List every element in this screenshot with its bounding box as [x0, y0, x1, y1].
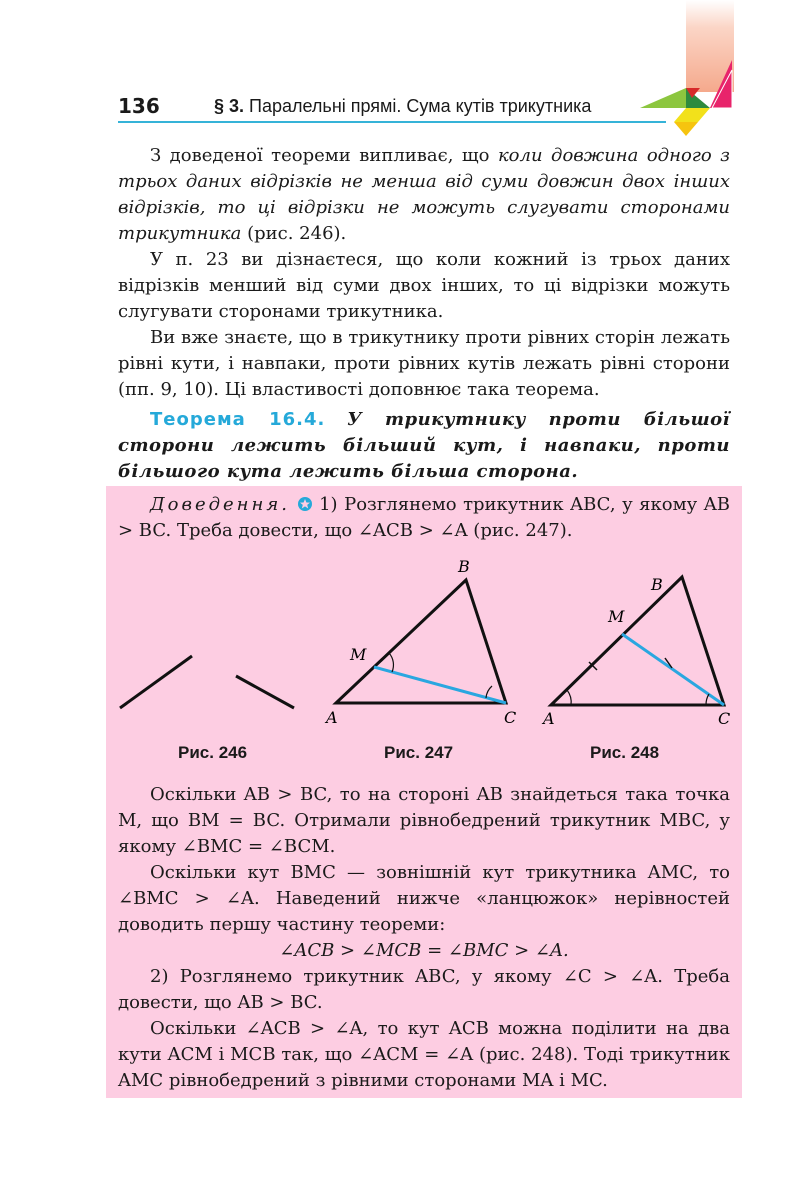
- fig248-label-a: A: [543, 709, 555, 728]
- fig248-angle-c: [706, 694, 709, 705]
- figure-246: [120, 656, 294, 708]
- proof-paragraph-c: Оскільки ∠ACB > ∠A, то кут ACB можна поділити на два кути ACM і MCB так, що ∠ACM = ∠A (рис. 248). Тоді трикутник AMC рівнобедрений з рівними сторонами MA і MC.: [118, 1018, 730, 1091]
- figures-area: [106, 550, 742, 770]
- caption-fig247: Рис. 247: [384, 743, 454, 762]
- intro-text: [118, 143, 730, 485]
- proof-paragraph-b: Оскільки кут BMC — зовнішній кут трикутника AMC, то ∠BMC > ∠A. Наведений нижче «ланцюжок» нерівностей доводить першу частину теореми:: [118, 862, 730, 935]
- running-head: [214, 96, 591, 117]
- fig246-segment-left: [120, 656, 192, 708]
- figure-247: [324, 557, 516, 727]
- proof-paragraph-a: Оскільки AB > BC, то на стороні AB знайдеться така точка M, що BM = BC. Отримали рівнобедрений трикутник MBC, у якому ∠BMC = ∠BCM.: [118, 784, 730, 857]
- theorem: [118, 407, 730, 485]
- fig247-angle-c: [486, 686, 492, 698]
- section-label: § 3.: [214, 96, 245, 116]
- p1-end: (рис. 246).: [241, 223, 347, 244]
- proof-part1-intro: [118, 492, 730, 544]
- proof-star-icon: [297, 496, 313, 512]
- fig246-segment-right: [236, 676, 294, 708]
- theorem-title: Теорема 16.4.: [150, 409, 326, 430]
- paragraph-3: Ви вже знаєте, що в трикутнику проти рівних сторін лежать рівні кути, і навпаки, проти рівних кутів лежать рівні сторони (пп. 9, 10). Ці властивості доповнює така теорема.: [118, 327, 730, 400]
- p1-italic: коли довжина одного з трьох даних відрізків не менша від суми довжин двох інших відрізків, то ці відрізки не можуть слугувати сторонами трикутника: [118, 145, 730, 244]
- paragraph-2: У п. 23 ви дізнаєтеся, що коли кожний із трьох даних відрізків менший від суми двох інших, то ці відрізки можуть слугувати сторонами трикутника.: [118, 249, 730, 322]
- fig248-angle-a: [567, 690, 571, 705]
- header-rule: [118, 121, 666, 123]
- figure-248: [541, 575, 730, 728]
- fig247-angle-m: [389, 653, 393, 672]
- fig247-label-b: B: [458, 557, 470, 576]
- caption-fig248: Рис. 248: [590, 743, 660, 762]
- page-number: 136: [118, 94, 160, 118]
- proof-body: [118, 782, 730, 1094]
- proof-part1-text: 1) Розглянемо трикутник ABC, у якому AB > BC. Треба довести, що ∠ACB > ∠A (рис. 247).: [118, 494, 730, 541]
- proof-intro: [118, 492, 730, 544]
- fig247-triangle: [336, 580, 506, 703]
- fig248-label-m: M: [608, 607, 625, 626]
- page-header: [118, 92, 648, 122]
- theorem-statement: У трикутнику проти більшої сторони лежить більший кут, і навпаки, проти більшого кута лежить більша сторона.: [118, 409, 730, 482]
- p1-start: З доведеної теореми випливає, що: [150, 145, 498, 166]
- inequality-chain: ∠ACB > ∠MCB = ∠BMC > ∠A.: [279, 940, 569, 961]
- section-title: Паралельні прямі. Сума кутів трикутника: [249, 96, 592, 116]
- paragraph-1: [118, 143, 730, 247]
- tangram-logo-icon: [640, 60, 740, 140]
- fig247-label-m: M: [350, 645, 367, 664]
- fig248-label-c: C: [718, 709, 731, 728]
- fig247-label-c: C: [504, 708, 517, 727]
- fig248-label-b: B: [651, 575, 663, 594]
- proof-part2-intro: 2) Розглянемо трикутник ABC, у якому ∠C > ∠A. Треба довести, що AB > BC.: [118, 966, 730, 1013]
- fig247-label-a: A: [326, 708, 338, 727]
- caption-fig246: Рис. 246: [178, 743, 248, 762]
- proof-label: Доведення.: [150, 494, 291, 515]
